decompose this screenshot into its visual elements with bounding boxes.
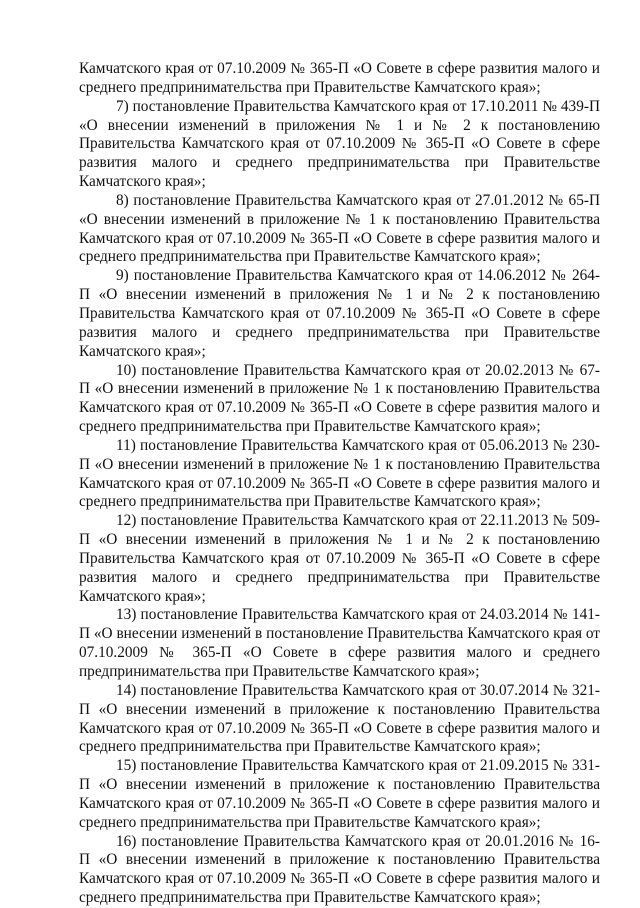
list-item-14: 14) постановление Правительства Камчатского края от 30.07.2014 № 321-П «О внесении изменений в приложение к постановлению Правительства Камчатского края от 07.10.2009 № 365-П «О Совете в сфере развития малого и среднего предпринимательства при Правительстве Камчатского края»;: [79, 681, 600, 756]
list-item-16: 16) постановление Правительства Камчатского края от 20.01.2016 № 16-П «О внесении изменений в приложение к постановлению Правительства Камчатского края от 07.10.2009 № 365-П «О Совете в сфере развития малого и среднего предпринимательства при Правительстве Камчатского края»;: [79, 832, 600, 907]
list-item-13: 13) постановление Правительства Камчатского края от 24.03.2014 № 141-П «О внесении изменений в постановление Правительства Камчатского края от 07.10.2009 № 365-П «О Совете в сфере развития малого и среднего предпринимательства при Правительстве Камчатского края»;: [79, 606, 600, 680]
list-item-12: 12) постановление Правительства Камчатского края от 22.11.2013 № 509-П «О внесении изменений в приложения № 1 и № 2 к постановлению Правительства Камчатского края от 07.10.2009 № 365-П «О Совете в сфере развития малого и среднего предпринимательства при Правительстве Камчатского края»;: [79, 512, 600, 605]
paragraph-continuation: Камчатского края от 07.10.2009 № 365-П «О Совете в сфере развития малого и среднего предпринимательства при Правительстве Камчатского края»;: [79, 60, 600, 96]
list-item-15: 15) постановление Правительства Камчатского края от 21.09.2015 № 331-П «О внесении изменений в приложение к постановлению Правительства Камчатского края от 07.10.2009 № 365-П «О Совете в сфере развития малого и среднего предпринимательства при Правительстве Камчатского края»;: [79, 757, 600, 831]
document-body: [79, 60, 600, 908]
list-item-11: 11) постановление Правительства Камчатского края от 05.06.2013 № 230-П «О внесении изменений в приложение № 1 к постановлению Правительства Камчатского края от 07.10.2009 № 365-П «О Совете в сфере развития малого и среднего предпринимательства при Правительстве Камчатского края»;: [79, 436, 600, 511]
list-item-8: 8) постановление Правительства Камчатского края от 27.01.2012 № 65-П «О внесении изменений в приложение № 1 к постановлению Правительства Камчатского края от 07.10.2009 № 365-П «О Совете в сфере развития малого и среднего предпринимательства при Правительстве Камчатского края»;: [79, 191, 600, 266]
list-item-10: 10) постановление Правительства Камчатского края от 20.02.2013 № 67-П «О внесении изменений в приложение № 1 к постановлению Правительства Камчатского края от 07.10.2009 № 365-П «О Совете в сфере развития малого и среднего предпринимательства при Правительстве Камчатского края»;: [79, 361, 600, 436]
list-item-7: 7) постановление Правительства Камчатского края от 17.10.2011 № 439-П «О внесении изменений в приложения № 1 и № 2 к постановлению Правительства Камчатского края от 07.10.2009 № 365-П «О Совете в сфере развития малого и среднего предпринимательства при Правительстве Камчатского края»;: [79, 97, 600, 191]
list-item-9: 9) постановление Правительства Камчатского края от 14.06.2012 № 264-П «О внесении изменений в приложения № 1 и № 2 к постановлению Правительства Камчатского края от 07.10.2009 № 365-П «О Совете в сфере развития малого и среднего предпринимательства при Правительстве Камчатского края»;: [79, 267, 600, 360]
